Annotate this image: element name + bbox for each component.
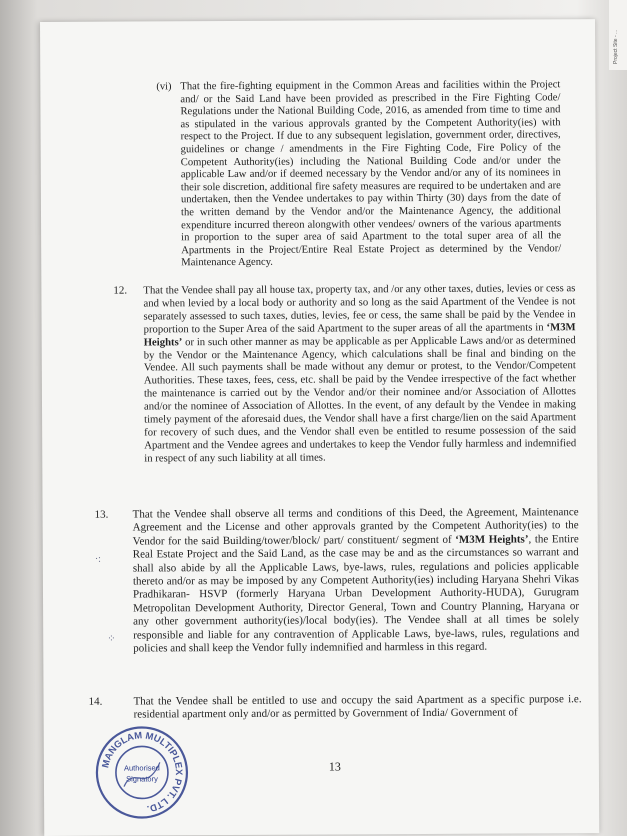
clause-13-text	[133, 506, 580, 656]
clause-12-text-before: That the Vendee shall pay all house tax, property tax, and /or any other taxes, duties, levies or cess as and when levied by a local body or authority and so long as the said Apartment of the Vendee is not separately assessed to such taxes, duties, levies, fee or cess, the same shall be paid by the Vendee in proportion to the Super Area of the said Apartment to the super areas of all the apartments in	[143, 282, 576, 336]
clause-12-number: 12.	[113, 284, 128, 297]
clause-14-number: 14.	[88, 695, 103, 708]
seal-ring-text: MANGLAM MULTIPLEX PVT. LTD.	[100, 730, 184, 815]
side-document-edge	[609, 0, 627, 70]
clause-13-text-after: , the Entire Real Estate Project and the Said Land, as the case may be and as the circumstances so warrant and shall also abide by all the Applicable Laws, bye-laws, rules, regulations and policies applicable thereto and/or as may be imposed by any Competent Authority(ies) including Haryana Shehri Vikas Pradhikaran- HSVP (formerly Haryana Urban Development Authority-HUDA), Gurugram Metropolitan Development Authority, Director General, Town and Country Planning, Haryana or any other government authority(ies)/local body(ies). The Vendee shall at all times be solely responsible and liable for any contravention of Applicable Laws, bye-laws, rules, regulations and policies and shall keep the Vendor fully indemnified and harmless in this regard.	[132, 532, 580, 655]
clause-12-text	[143, 282, 576, 465]
clause-vi-text: That the fire-fighting equipment in the Common Areas and facilities within the Project and/ or the Said Land have been provided as prescribed in the Fire Fighting Code/ Regulations under the National Building Code, 2016, as amended from time to time and as stipulated in the various approvals granted by the Competent Authority(ies) with respect to the Project. If due to any subsequent legislation, government order, directives, guidelines or change / amendments in the Fire Fighting Code, Fire Policy of the Competent Authority(ies) including the National Building Code and/or under the applicable Law and/or if deemed necessary by the Vendor and/or any of its nominees in their sole discretion, additional fire safety measures are required to be undertaken and are undertaken, then the Vendee undertakes to pay within Thirty (30) days from the date of the written demand by the Vendor and/or the Maintenance Agency, the additional expenditure incurred thereon alongwith other vendees/ owners of the various apartments in proportion to the super area of said Apartment to the total super area of all the Apartments in the Project/Entire Real Estate Project as determined by the Vendor/ Maintenance Agency.	[180, 79, 562, 269]
seal-center-line1: Authorised	[123, 763, 160, 773]
seal-center-line2: Signatory	[126, 774, 158, 784]
document-page	[40, 19, 599, 836]
clause-12-project-name: ‘M3M Heights’	[143, 320, 576, 349]
clause-13-number: 13.	[94, 508, 109, 521]
clause-14-text: That the Vendee shall be entitled to use and occupy the said Apartment as a specific purpose i.e. residential apartment only and/or as permitted by Government of India/ Government of	[133, 693, 582, 721]
company-seal	[94, 724, 191, 821]
clause-12-text-after: or in such other manner as may be applicable as per Applicable Laws and/or as determined by the Vendor or the Maintenance Agency, which calculations shall be final and binding on the Vendee. All such payments shall be made without any demur or protest, to the Vendor/Competent Authorities. These taxes, fees, cess, etc. shall be paid by the Vendee irrespective of the fact whether the maintenance is carried out by the Vendor and/or their nominee and/or Association of Allottes and/or the nominee of Association of Allottes. In the event, of any default by the Vendee in making timely payment of the aforesaid dues, the Vendor shall have a first charge/lien on the said Apartment for recovery of such dues, and the Vendor shall even be entitled to resume possession of the said Apartment and the Vendee agrees and undertakes to keep the Vendor fully harmless and indemnified in respect of any such liability at all times.	[143, 333, 577, 465]
page-number: 13	[328, 759, 341, 774]
ink-mark: ·:	[94, 553, 101, 565]
clause-vi-number: (vi)	[156, 81, 172, 93]
ink-mark: ⁘	[107, 633, 116, 645]
clause-13-project-name: ‘M3M Heights’	[455, 533, 529, 546]
side-label: Project Site - ...	[613, 29, 619, 64]
clause-13-text-before: That the Vendee shall observe all terms and conditions of this Deed, the Agreement, Maintenance Agreement and the License and other approvals granted by the Competent Authority(ies) to the Vendor for the said Building/tower/block/ part/ constituent/ segment of	[132, 506, 579, 548]
